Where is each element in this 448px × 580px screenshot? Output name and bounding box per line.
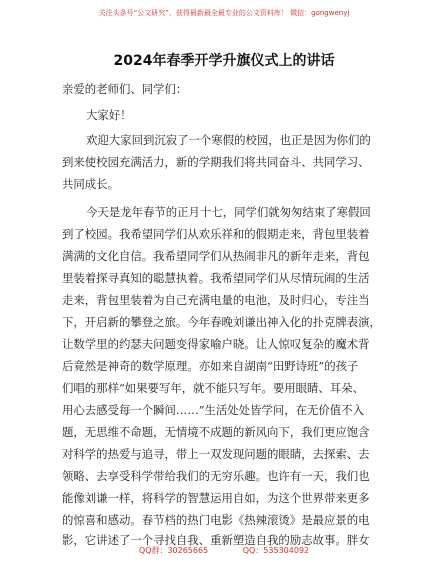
paragraph-line: 题，无思维不命题，无情境不成题的新风向下，我们更应饱含 [62,425,370,439]
paragraph-line: 满满的文化自信。我希望同学们从热闹非凡的新年走来，背包 [62,249,370,263]
paragraph-line: 到了校园。我希望同学们从欢乐祥和的假期走来，背包里装着 [62,227,370,241]
paragraph-line: 影，它讲述了一个寻找自我、重新塑造自我的励志故事。胖女 [62,533,370,547]
paragraph-line: 共同成长。 [62,177,119,191]
paragraph-line: 里装着探寻真知的聪慧执着。我希望同学们从尽情玩闹的生活 [62,271,370,285]
document-title: 2024年春季开学升旗仪式上的讲话 [113,53,335,69]
paragraph-line: 的惊喜和感动。春节档的热门电影《热辣滚烫》是最应景的电 [62,513,370,527]
paragraph-line: 走来，背包里装着为自己充满电量的电池，及时归心，专注当 [62,293,370,307]
paragraph-line: 到来使校园充满活力，新的学期我们将共同奋斗、共同学习、 [62,155,370,169]
footer-qq-group: QQ群：30265665 [138,546,209,555]
paragraph-line: 下，开启新的攀登之旅。今年春晚刘谦出神入化的扑克牌表演， [62,315,381,329]
header-promo-note: 关注头条号“公文研究”，获得最新最全最专业的公文资料库！ 微信：gongwenyj [98,9,350,17]
paragraph-line: 用心去感受每一个瞬间……”生活处处皆学问，在无价值不入 [62,403,364,417]
paragraph-line: 们唱的那样“如果要写年，就不能只写年。要用眼睛、耳朵、 [62,381,364,395]
paragraph-line: 今天是龙年春节的正月十七，同学们就匆匆结束了寒假回 [86,205,371,219]
paragraph-line: 能像刘谦一样，将科学的智慧运用自如，为这个世界带来更多 [62,491,370,505]
paragraph-line: 欢迎大家回到沉寂了一个寒假的校园，也正是因为你们的 [86,133,371,147]
greeting: 大家好！ [86,108,132,122]
salutation: 亲爱的老师们、同学们： [62,82,188,96]
paragraph-line: 后竟然是神奇的数学原理。亦如来自湖南“田野诗班”的孩子 [62,359,359,373]
footer-qq: QQ：535304092 [242,546,310,555]
paragraph-line: 领略、去享受科学带给我们的无穷乐趣。也许有一天，我们也 [62,469,370,483]
footer-contact [0,545,448,556]
paragraph-line: 让数学里的约瑟夫问题变得家喻户晓。让人惊叹复杂的魔术背 [62,337,370,351]
paragraph-line: 对科学的热爱与追寻，带上一双发现问题的眼睛，去探索、去 [62,447,370,461]
